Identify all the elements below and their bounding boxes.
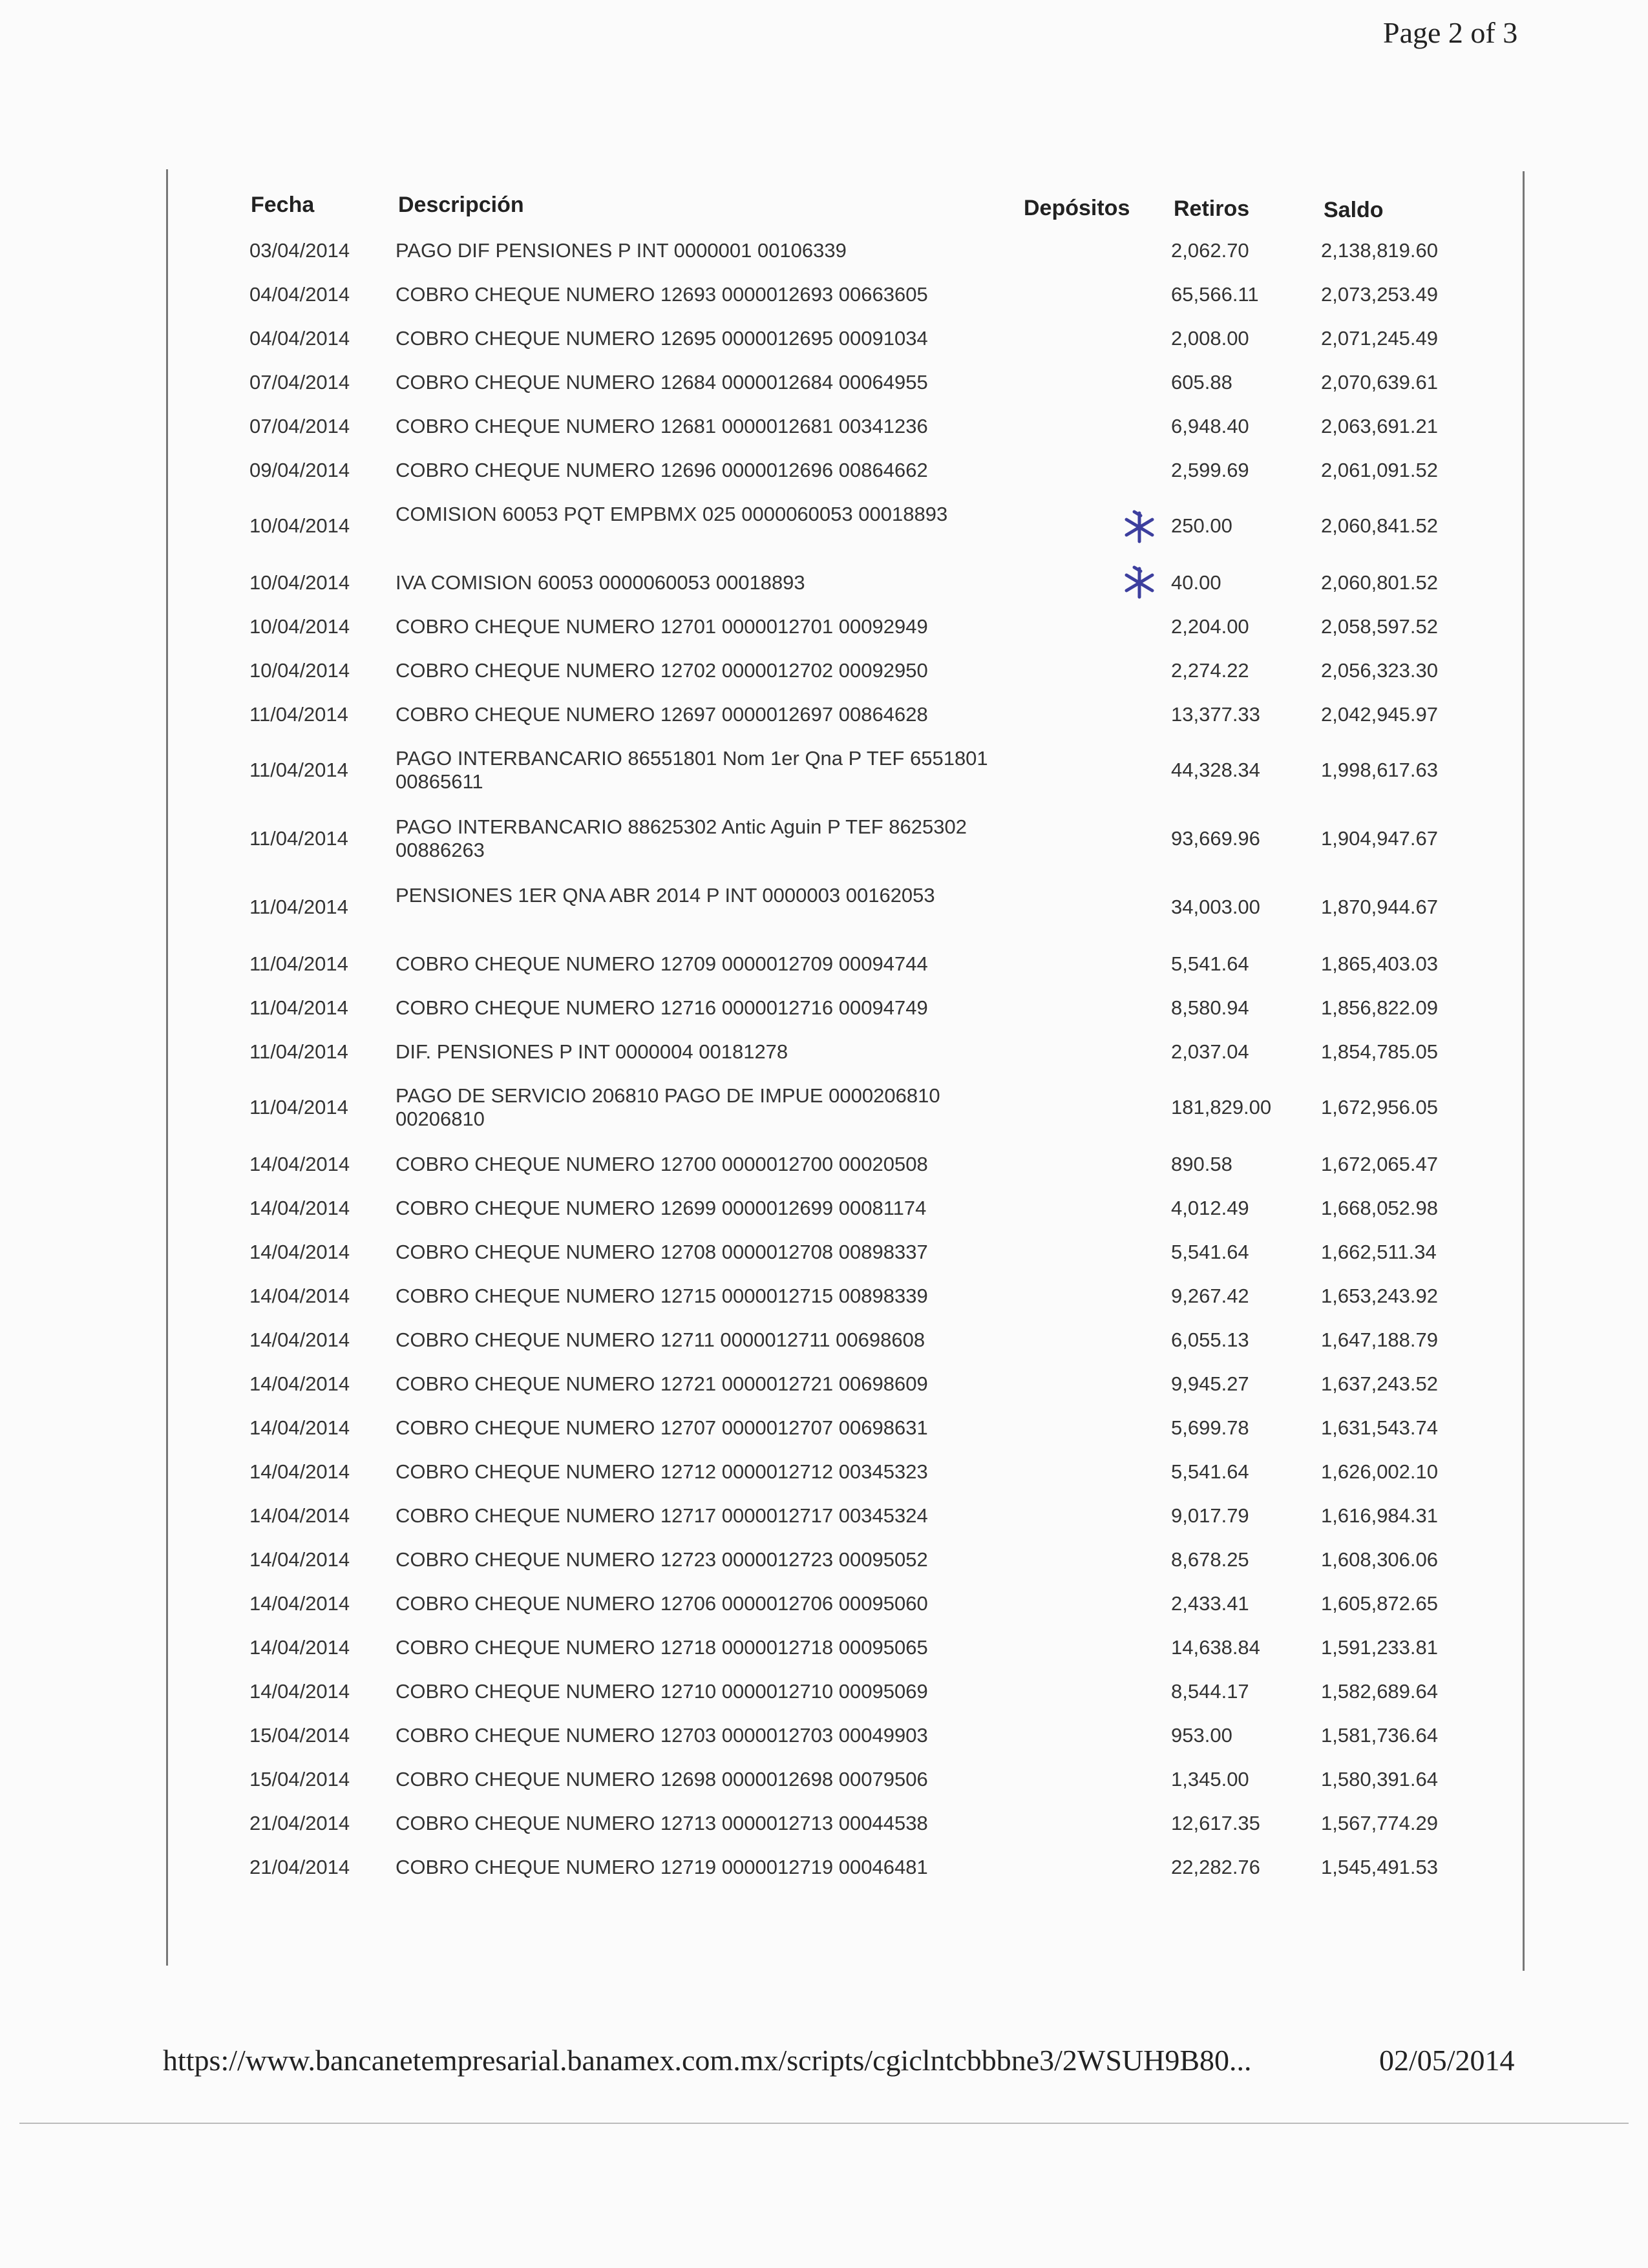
row-retiros: 2,274.22 — [1171, 659, 1249, 682]
row-retiros: 5,699.78 — [1171, 1416, 1249, 1439]
row-descripcion: COBRO CHEQUE NUMERO 12697 0000012697 00864628 — [396, 703, 928, 726]
row-retiros: 8,544.17 — [1171, 1680, 1249, 1703]
row-descripcion: COBRO CHEQUE NUMERO 12698 0000012698 00079506 — [396, 1768, 928, 1790]
row-fecha: 14/04/2014 — [249, 1416, 350, 1439]
row-descripcion: COBRO CHEQUE NUMERO 12706 0000012706 00095060 — [396, 1592, 928, 1615]
row-retiros: 2,204.00 — [1171, 615, 1249, 638]
row-saldo: 1,581,736.64 — [1321, 1724, 1439, 1747]
row-descripcion: COBRO CHEQUE NUMERO 12702 0000012702 00092950 — [396, 659, 928, 682]
row-saldo: 1,904,947.67 — [1321, 827, 1439, 850]
row-saldo: 2,073,253.49 — [1321, 283, 1439, 306]
row-descripcion: COBRO CHEQUE NUMERO 12723 0000012723 00095052 — [396, 1548, 928, 1571]
row-descripcion: COBRO CHEQUE NUMERO 12713 0000012713 00044538 — [396, 1812, 928, 1834]
row-descripcion: COBRO CHEQUE NUMERO 12693 0000012693 00663605 — [396, 283, 928, 306]
row-retiros: 2,433.41 — [1171, 1592, 1249, 1615]
handwritten-asterisk-icon — [1121, 565, 1157, 601]
row-descripcion: COBRO CHEQUE NUMERO 12715 0000012715 00898339 — [396, 1285, 928, 1307]
row-retiros: 5,541.64 — [1171, 1241, 1249, 1263]
row-retiros: 9,945.27 — [1171, 1372, 1249, 1395]
row-saldo: 1,672,065.47 — [1321, 1153, 1439, 1175]
row-retiros: 9,267.42 — [1171, 1285, 1249, 1307]
row-fecha: 14/04/2014 — [249, 1504, 350, 1527]
row-retiros: 8,678.25 — [1171, 1548, 1249, 1571]
row-descripcion: COBRO CHEQUE NUMERO 12711 0000012711 00698608 — [396, 1328, 925, 1351]
row-fecha: 11/04/2014 — [249, 896, 348, 918]
row-retiros: 34,003.00 — [1171, 896, 1260, 918]
row-descripcion: COBRO CHEQUE NUMERO 12681 0000012681 00341236 — [396, 415, 928, 437]
row-saldo: 2,060,841.52 — [1321, 514, 1439, 537]
row-retiros: 605.88 — [1171, 371, 1232, 394]
row-saldo: 2,070,639.61 — [1321, 371, 1439, 394]
row-descripcion: COBRO CHEQUE NUMERO 12709 0000012709 00094744 — [396, 952, 928, 975]
row-saldo: 1,647,188.79 — [1321, 1328, 1439, 1351]
row-descripcion: COBRO CHEQUE NUMERO 12712 0000012712 00345323 — [396, 1460, 928, 1483]
row-fecha: 10/04/2014 — [249, 615, 350, 638]
row-saldo: 1,662,511.34 — [1321, 1241, 1437, 1263]
row-descripcion: COBRO CHEQUE NUMERO 12700 0000012700 00020508 — [396, 1153, 928, 1175]
row-saldo: 1,865,403.03 — [1321, 952, 1439, 975]
col-header-fecha: Fecha — [251, 193, 315, 217]
row-descripcion: COBRO CHEQUE NUMERO 12699 0000012699 00081174 — [396, 1197, 927, 1219]
row-retiros: 9,017.79 — [1171, 1504, 1249, 1527]
row-descripcion: COBRO CHEQUE NUMERO 12710 0000012710 00095069 — [396, 1680, 928, 1703]
row-descripcion: COBRO CHEQUE NUMERO 12703 0000012703 00049903 — [396, 1724, 928, 1747]
row-fecha: 11/04/2014 — [249, 1096, 348, 1118]
row-descripcion: COBRO CHEQUE NUMERO 12716 0000012716 00094749 — [396, 996, 928, 1019]
row-saldo: 1,616,984.31 — [1321, 1504, 1439, 1527]
row-saldo: 2,138,819.60 — [1321, 239, 1439, 262]
row-descripcion: COBRO CHEQUE NUMERO 12695 0000012695 00091034 — [396, 327, 928, 350]
row-fecha: 04/04/2014 — [249, 283, 350, 306]
col-header-saldo: Saldo — [1324, 198, 1384, 222]
row-descripcion: PAGO INTERBANCARIO 88625302 Antic Aguin P TEF 8625302 00886263 — [396, 815, 967, 861]
row-fecha: 14/04/2014 — [249, 1548, 350, 1571]
footer-url: https://www.bancanetempresarial.banamex.com.mx/scripts/cgiclntcbbbne3/2WSUH9B80... — [163, 2044, 1252, 2077]
row-descripcion: COBRO CHEQUE NUMERO 12684 0000012684 00064955 — [396, 371, 928, 394]
col-header-depositos: Depósitos — [1024, 196, 1130, 220]
row-saldo: 1,998,617.63 — [1321, 759, 1439, 781]
col-header-retiros: Retiros — [1174, 196, 1250, 221]
row-saldo: 1,591,233.81 — [1321, 1636, 1439, 1659]
row-fecha: 10/04/2014 — [249, 571, 350, 594]
row-descripcion: PAGO DE SERVICIO 206810 PAGO DE IMPUE 0000206810 00206810 — [396, 1084, 940, 1130]
row-descripcion: COBRO CHEQUE NUMERO 12708 0000012708 00898337 — [396, 1241, 928, 1263]
row-descripcion: COBRO CHEQUE NUMERO 12717 0000012717 00345324 — [396, 1504, 928, 1527]
row-descripcion: DIF. PENSIONES P INT 0000004 00181278 — [396, 1040, 788, 1063]
row-retiros: 1,345.00 — [1171, 1768, 1249, 1790]
row-retiros: 250.00 — [1171, 514, 1232, 537]
row-saldo: 1,608,306.06 — [1321, 1548, 1439, 1571]
row-fecha: 14/04/2014 — [249, 1197, 350, 1219]
row-retiros: 2,037.04 — [1171, 1040, 1249, 1063]
row-fecha: 11/04/2014 — [249, 952, 348, 975]
row-retiros: 8,580.94 — [1171, 996, 1249, 1019]
row-saldo: 2,058,597.52 — [1321, 615, 1439, 638]
row-fecha: 11/04/2014 — [249, 703, 348, 726]
footer-rule — [19, 2123, 1629, 2124]
row-fecha: 11/04/2014 — [249, 759, 348, 781]
row-retiros: 5,541.64 — [1171, 952, 1249, 975]
row-saldo: 2,071,245.49 — [1321, 327, 1439, 350]
row-descripcion: COBRO CHEQUE NUMERO 12721 0000012721 00698609 — [396, 1372, 928, 1395]
row-retiros: 181,829.00 — [1171, 1096, 1272, 1118]
row-fecha: 14/04/2014 — [249, 1636, 350, 1659]
row-retiros: 4,012.49 — [1171, 1197, 1249, 1219]
row-saldo: 1,631,543.74 — [1321, 1416, 1439, 1439]
row-saldo: 1,672,956.05 — [1321, 1096, 1439, 1118]
row-saldo: 1,653,243.92 — [1321, 1285, 1439, 1307]
row-fecha: 14/04/2014 — [249, 1153, 350, 1175]
row-saldo: 1,870,944.67 — [1321, 896, 1439, 918]
row-retiros: 40.00 — [1171, 571, 1221, 594]
row-saldo: 2,042,945.97 — [1321, 703, 1439, 726]
row-retiros: 22,282.76 — [1171, 1856, 1260, 1878]
row-saldo: 1,637,243.52 — [1321, 1372, 1439, 1395]
row-saldo: 1,582,689.64 — [1321, 1680, 1439, 1703]
row-retiros: 65,566.11 — [1171, 283, 1259, 306]
row-fecha: 14/04/2014 — [249, 1592, 350, 1615]
row-fecha: 11/04/2014 — [249, 996, 348, 1019]
row-fecha: 21/04/2014 — [249, 1856, 350, 1878]
row-fecha: 15/04/2014 — [249, 1768, 350, 1790]
row-fecha: 10/04/2014 — [249, 514, 350, 537]
row-saldo: 1,567,774.29 — [1321, 1812, 1439, 1834]
row-retiros: 5,541.64 — [1171, 1460, 1249, 1483]
row-fecha: 11/04/2014 — [249, 827, 348, 850]
row-fecha: 09/04/2014 — [249, 459, 350, 481]
row-fecha: 14/04/2014 — [249, 1372, 350, 1395]
row-fecha: 14/04/2014 — [249, 1680, 350, 1703]
row-saldo: 1,854,785.05 — [1321, 1040, 1439, 1063]
row-retiros: 6,948.40 — [1171, 415, 1249, 437]
row-fecha: 10/04/2014 — [249, 659, 350, 682]
row-retiros: 93,669.96 — [1171, 827, 1260, 850]
row-retiros: 14,638.84 — [1171, 1636, 1260, 1659]
row-saldo: 2,056,323.30 — [1321, 659, 1439, 682]
row-fecha: 11/04/2014 — [249, 1040, 348, 1063]
row-saldo: 1,605,872.65 — [1321, 1592, 1439, 1615]
row-saldo: 2,061,091.52 — [1321, 459, 1439, 481]
row-saldo: 1,626,002.10 — [1321, 1460, 1439, 1483]
row-retiros: 2,008.00 — [1171, 327, 1249, 350]
row-fecha: 21/04/2014 — [249, 1812, 350, 1834]
row-retiros: 890.58 — [1171, 1153, 1232, 1175]
row-retiros: 6,055.13 — [1171, 1328, 1249, 1351]
row-descripcion: PAGO DIF PENSIONES P INT 0000001 00106339 — [396, 239, 847, 262]
row-saldo: 2,060,801.52 — [1321, 571, 1439, 594]
row-retiros: 12,617.35 — [1171, 1812, 1260, 1834]
row-saldo: 2,063,691.21 — [1321, 415, 1439, 437]
row-saldo: 1,668,052.98 — [1321, 1197, 1439, 1219]
row-descripcion: COBRO CHEQUE NUMERO 12719 0000012719 00046481 — [396, 1856, 928, 1878]
frame-right-rule — [1523, 171, 1525, 1971]
row-fecha: 07/04/2014 — [249, 415, 350, 437]
handwritten-asterisk-icon — [1121, 509, 1157, 545]
frame-left-rule — [166, 169, 168, 1966]
row-descripcion: COBRO CHEQUE NUMERO 12696 0000012696 00864662 — [396, 459, 928, 481]
row-retiros: 2,062.70 — [1171, 239, 1249, 262]
row-retiros: 44,328.34 — [1171, 759, 1260, 781]
row-fecha: 14/04/2014 — [249, 1241, 350, 1263]
row-fecha: 14/04/2014 — [249, 1285, 350, 1307]
row-saldo: 1,545,491.53 — [1321, 1856, 1439, 1878]
col-header-descripcion: Descripción — [398, 193, 524, 217]
row-fecha: 14/04/2014 — [249, 1328, 350, 1351]
row-fecha: 15/04/2014 — [249, 1724, 350, 1747]
row-descripcion: COMISION 60053 PQT EMPBMX 025 0000060053 00018893 — [396, 503, 948, 525]
page-number: Page 2 of 3 — [1383, 16, 1518, 49]
row-fecha: 07/04/2014 — [249, 371, 350, 394]
row-saldo: 1,856,822.09 — [1321, 996, 1439, 1019]
row-descripcion: COBRO CHEQUE NUMERO 12707 0000012707 00698631 — [396, 1416, 928, 1439]
row-fecha: 04/04/2014 — [249, 327, 350, 350]
footer-date: 02/05/2014 — [1379, 2044, 1515, 2077]
row-descripcion: PENSIONES 1ER QNA ABR 2014 P INT 0000003 00162053 — [396, 884, 935, 907]
row-descripcion: COBRO CHEQUE NUMERO 12718 0000012718 00095065 — [396, 1636, 928, 1659]
row-descripcion: COBRO CHEQUE NUMERO 12701 0000012701 00092949 — [396, 615, 928, 638]
row-fecha: 03/04/2014 — [249, 239, 350, 262]
row-saldo: 1,580,391.64 — [1321, 1768, 1439, 1790]
row-descripcion: PAGO INTERBANCARIO 86551801 Nom 1er Qna P TEF 6551801 00865611 — [396, 747, 988, 793]
row-retiros: 2,599.69 — [1171, 459, 1249, 481]
row-retiros: 953.00 — [1171, 1724, 1232, 1747]
row-descripcion: IVA COMISION 60053 0000060053 00018893 — [396, 571, 805, 594]
row-fecha: 14/04/2014 — [249, 1460, 350, 1483]
row-retiros: 13,377.33 — [1171, 703, 1260, 726]
